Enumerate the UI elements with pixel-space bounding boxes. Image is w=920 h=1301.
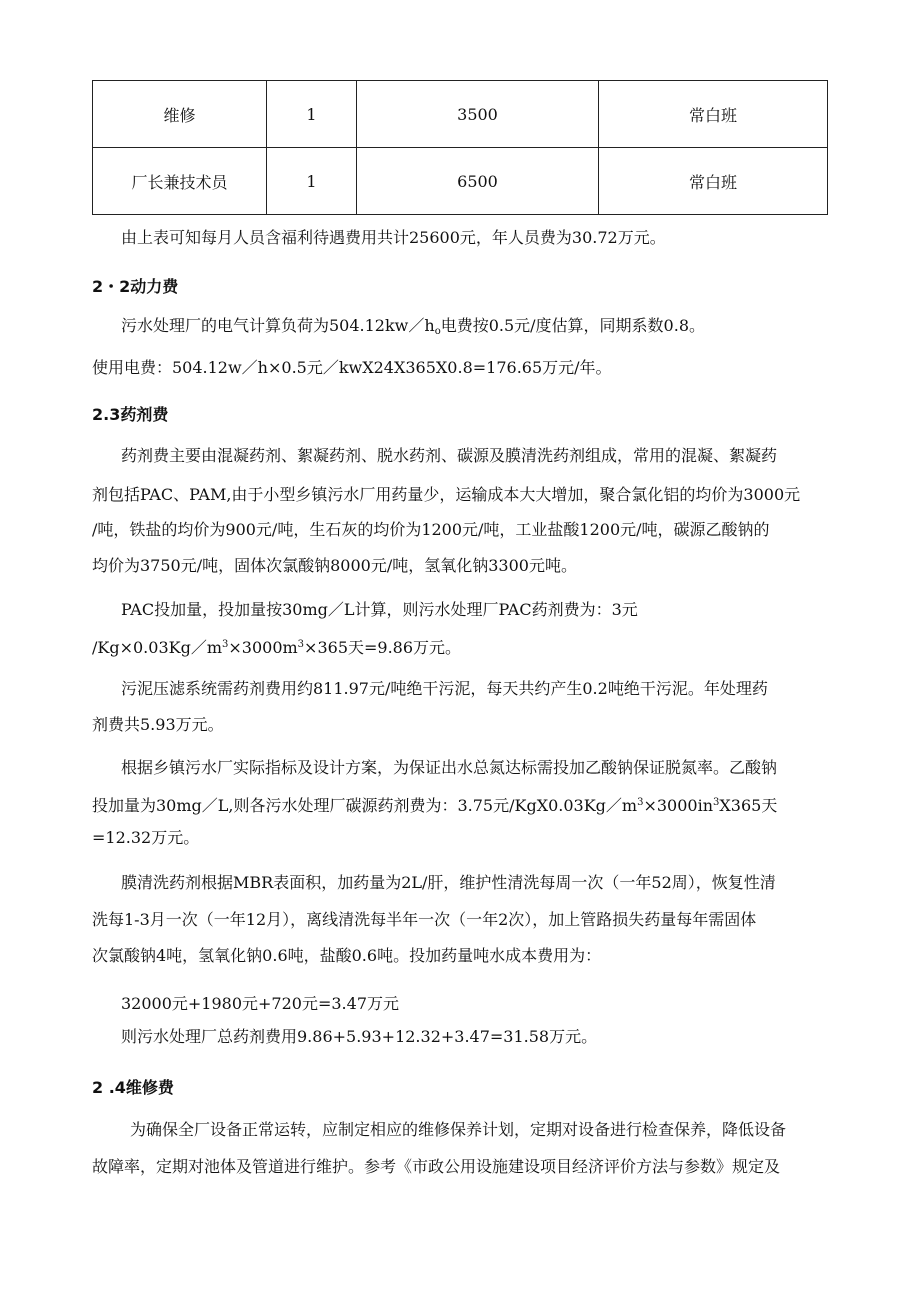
heading-2-2: 2・2动力费 [92,277,179,296]
superscript: 3 [222,639,229,650]
pac-line-2 [92,635,461,658]
carbon-line-3: =12.32万元。 [92,828,200,847]
heading-2-3: 2.3药剂费 [92,405,169,424]
heading-2-4: 2 .4维修费 [92,1078,174,1097]
carbon-line-2-c: X365天 [719,796,778,815]
table-cell-salary: 3500 [357,81,599,148]
membrane-line: 次氯酸钠4吨，氢氧化钠0.6吨，盐酸0.6吨。投加药量吨水成本费用为： [92,946,602,965]
chem-p1-line: 剂包括PAC、PAM,由于小型乡镇污水厂用药量少，运输成本大大增加，聚合氯化铝的均价为3000元 [92,485,801,504]
power-line-1 [121,316,705,342]
membrane-line: 洗每1-3月一次（一年12月），离线清洗每半年一次（一年2次），加上管路损失药量每年需固体 [92,910,757,929]
power-line-2: 使用电费：504.12w／h×0.5元／kwX24X365X0.8=176.65万元/年。 [92,358,612,377]
maintenance-line: 故障率，定期对池体及管道进行维护。参考《市政公用设施建设项目经济评价方法与参数》规定及 [92,1157,781,1176]
table-cell-position: 厂长兼技术员 [93,148,267,215]
superscript: 3 [713,797,720,808]
table-cell-shift: 常白班 [599,81,828,148]
carbon-line-2-a: 投加量为30mg／L,则各污水处理厂碳源药剂费为：3.75元/KgX0.03Kg／m [92,796,638,815]
pac-line-2-a: /Kg×0.03Kg／m [92,638,222,657]
membrane-line: 膜清洗药剂根据MBR表面积，加药量为2L/肝，维护性清洗每周一次（一年52周），恢复性清 [121,873,776,892]
superscript: 3 [637,797,644,808]
pac-line-2-c: ×365天=9.86万元。 [304,638,462,657]
membrane-formula: 32000元+1980元+720元=3.47万元 [121,994,400,1013]
table-cell-shift: 常白班 [599,148,828,215]
table-cell-position: 维修 [93,81,267,148]
table-cell-count: 1 [267,81,357,148]
chem-p1-line: 药剂费主要由混凝药剂、絮凝药剂、脱水药剂、碳源及膜清洗药剂组成，常用的混凝、絮凝药 [121,446,778,465]
power-line-1-text-b: 电费按0.5元/度估算，同期系数0.8。 [440,316,706,335]
table-row [93,148,828,215]
carbon-line-2 [92,793,777,816]
maintenance-line: 为确保全厂设备正常运转，应制定相应的维修保养计划，定期对设备进行检查保养，降低设备 [130,1120,787,1139]
chem-p1-line: 均价为3750元/吨，固体次氯酸钠8000元/吨，氢氧化钠3300元吨。 [92,556,577,575]
power-line-1-text: 污水处理厂的电气计算负荷为504.12kw／h [121,316,435,335]
chem-total: 则污水处理厂总药剂费用9.86+5.93+12.32+3.47=31.58万元。 [121,1027,598,1046]
pac-line-1: PAC投加量，投加量按30mg／L计算，则污水处理厂PAC药剂费为：3元 [121,600,638,619]
table-cell-count: 1 [267,148,357,215]
pac-line-2-b: ×3000m [228,638,298,657]
superscript: 3 [297,639,305,650]
carbon-line-1: 根据乡镇污水厂实际指标及设计方案，为保证出水总氮达标需投加乙酸钠保证脱氮率。乙酸钠 [121,758,778,777]
sludge-line: 污泥压滤系统需药剂费用约811.97元/吨绝干污泥，每天共约产生0.2吨绝干污泥。年处理药 [121,679,768,698]
chem-p1-line: /吨，铁盐的均价为900元/吨，生石灰的均价为1200元/吨，工业盐酸1200元/吨，碳源乙酸钠的 [92,520,770,539]
sludge-line: 剂费共5.93万元。 [92,715,224,734]
staff-summary: 由上表可知每月人员含福利待遇费用共计25600元，年人员费为30.72万元。 [121,228,666,247]
power-line-1-subscript: o [434,326,441,337]
table-row [93,81,828,148]
staff-cost-table [92,80,828,215]
carbon-line-2-b: ×3000in [643,796,714,815]
table-cell-salary: 6500 [357,148,599,215]
